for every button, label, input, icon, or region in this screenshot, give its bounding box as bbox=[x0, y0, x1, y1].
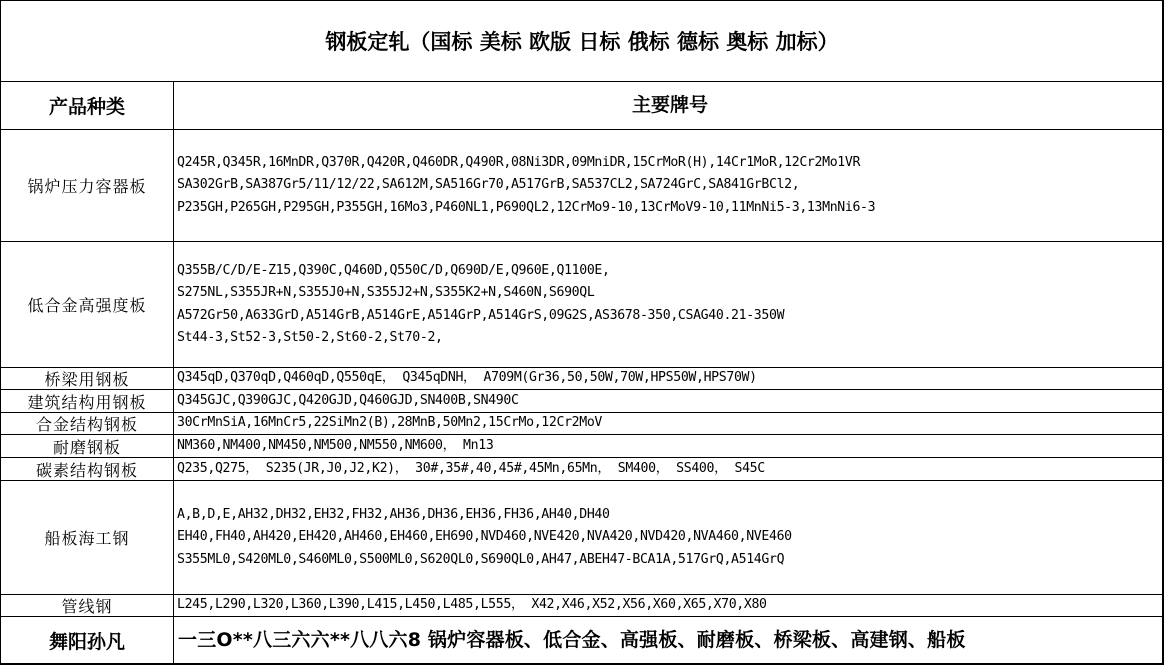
table-row bbox=[1, 242, 1163, 368]
grade-line: A,B,D,E,AH32,DH32,EH32,FH32,AH36,DH36,EH36,FH36,AH40,DH40 bbox=[177, 506, 610, 522]
table-row bbox=[1, 390, 1163, 413]
row-grades bbox=[174, 242, 1163, 367]
grade-line: Q345GJC,Q390GJC,Q420GJD,Q460GJD,SN400B,SN490C bbox=[177, 392, 519, 408]
row-category: 锅炉压力容器板 bbox=[1, 130, 174, 241]
row-grades bbox=[174, 390, 1163, 412]
grade-line: L245,L290,L320,L360,L390,L415,L450,L485,L555， X42,X46,X52,X56,X60,X65,X70,X80 bbox=[177, 597, 767, 613]
table-row bbox=[1, 413, 1163, 435]
grade-line: Q235,Q275， S235(JR,J0,J2,K2)， 30#,35#,40,45#,45Mn,65Mn， SM400， SS400， S45C bbox=[177, 460, 765, 476]
row-grades bbox=[174, 481, 1163, 594]
row-category: 低合金高强度板 bbox=[1, 242, 174, 367]
grade-line: St44-3,St52-3,St50-2,St60-2,St70-2, bbox=[177, 330, 443, 345]
grade-line: S275NL,S355JR+N,S355J0+N,S355J2+N,S355K2+N,S460N,S690QL bbox=[177, 285, 595, 300]
grade-line: Q355B/C/D/E-Z15,Q390C,Q460D,Q550C/D,Q690D/E,Q960E,Q1100E, bbox=[177, 262, 610, 278]
header-grades: 主要牌号 bbox=[631, 94, 708, 117]
row-category: 桥梁用钢板 bbox=[1, 368, 174, 389]
grade-line: A572Gr50,A633GrD,A514GrB,A514GrE,A514GrP,A514GrS,09G2S,AS3678-350,CSAG40.21-350W bbox=[177, 307, 785, 323]
row-grades bbox=[174, 368, 1163, 389]
table-row bbox=[1, 368, 1163, 390]
row-category: 合金结构钢板 bbox=[1, 413, 174, 434]
grade-line: 30CrMnSiA,16MnCr5,22SiMn2(B),28MnB,50Mn2,15CrMo,12Cr2MoV bbox=[177, 415, 603, 431]
header-row bbox=[1, 82, 1163, 130]
table-row bbox=[1, 435, 1163, 458]
table-row bbox=[1, 458, 1163, 481]
table-row bbox=[1, 595, 1163, 617]
grade-line: NM360,NM400,NM450,NM500,NM550,NM600， Mn13 bbox=[177, 437, 494, 453]
grade-line: P235GH,P265GH,P295GH,P355GH,16Mo3,P460NL1,P690QL2,12CrMo9-10,13CrMoV9-10,11MnNi5-3,13MnNi6-3 bbox=[177, 199, 876, 215]
row-category: 管线钢 bbox=[1, 595, 174, 616]
row-grades bbox=[174, 130, 1163, 241]
grade-line: Q345qD,Q370qD,Q460qD,Q550qE， Q345qDNH， A709M(Gr36,50,50W,70W,HPS50W,HPS70W) bbox=[177, 370, 757, 386]
row-category: 建筑结构用钢板 bbox=[1, 390, 174, 412]
contact-info: 一三O**八三六六**八八六8 锅炉容器板、低合金、高强板、耐磨板、桥梁板、高建钢、船板 bbox=[178, 629, 966, 652]
row-category: 船板海工钢 bbox=[1, 481, 174, 594]
grade-line: Q245R,Q345R,16MnDR,Q370R,Q420R,Q460DR,Q490R,08Ni3DR,09MniDR,15CrMoR(H),14Cr1MoR,12Cr2Mo1VR bbox=[177, 154, 861, 170]
row-category: 碳素结构钢板 bbox=[1, 458, 174, 480]
grade-line: EH40,FH40,AH420,EH420,AH460,EH460,EH690,NVD460,NVE420,NVA420,NVD420,NVA460,NVE460 bbox=[177, 529, 792, 545]
contact-name: 舞阳孙凡 bbox=[1, 617, 174, 664]
row-grades bbox=[174, 435, 1163, 457]
table-title: 钢板定轧（国标 美标 欧版 日标 俄标 德标 奥标 加标） bbox=[1, 1, 1163, 82]
row-grades bbox=[174, 458, 1163, 480]
table-row bbox=[1, 130, 1163, 242]
row-category: 耐磨钢板 bbox=[1, 435, 174, 457]
grade-line: S355ML0,S420ML0,S460ML0,S500ML0,S620QL0,S690QL0,AH47,ABEH47-BCA1A,517GrQ,A514GrQ bbox=[177, 551, 785, 567]
table-row bbox=[1, 481, 1163, 595]
header-category: 产品种类 bbox=[1, 82, 174, 129]
grade-line: SA302GrB,SA387Gr5/11/12/22,SA612M,SA516Gr70,A517GrB,SA537CL2,SA724GrC,SA841GrBCl2, bbox=[177, 177, 800, 193]
row-grades bbox=[174, 413, 1163, 434]
footer-row bbox=[1, 617, 1163, 664]
row-grades bbox=[174, 595, 1163, 616]
